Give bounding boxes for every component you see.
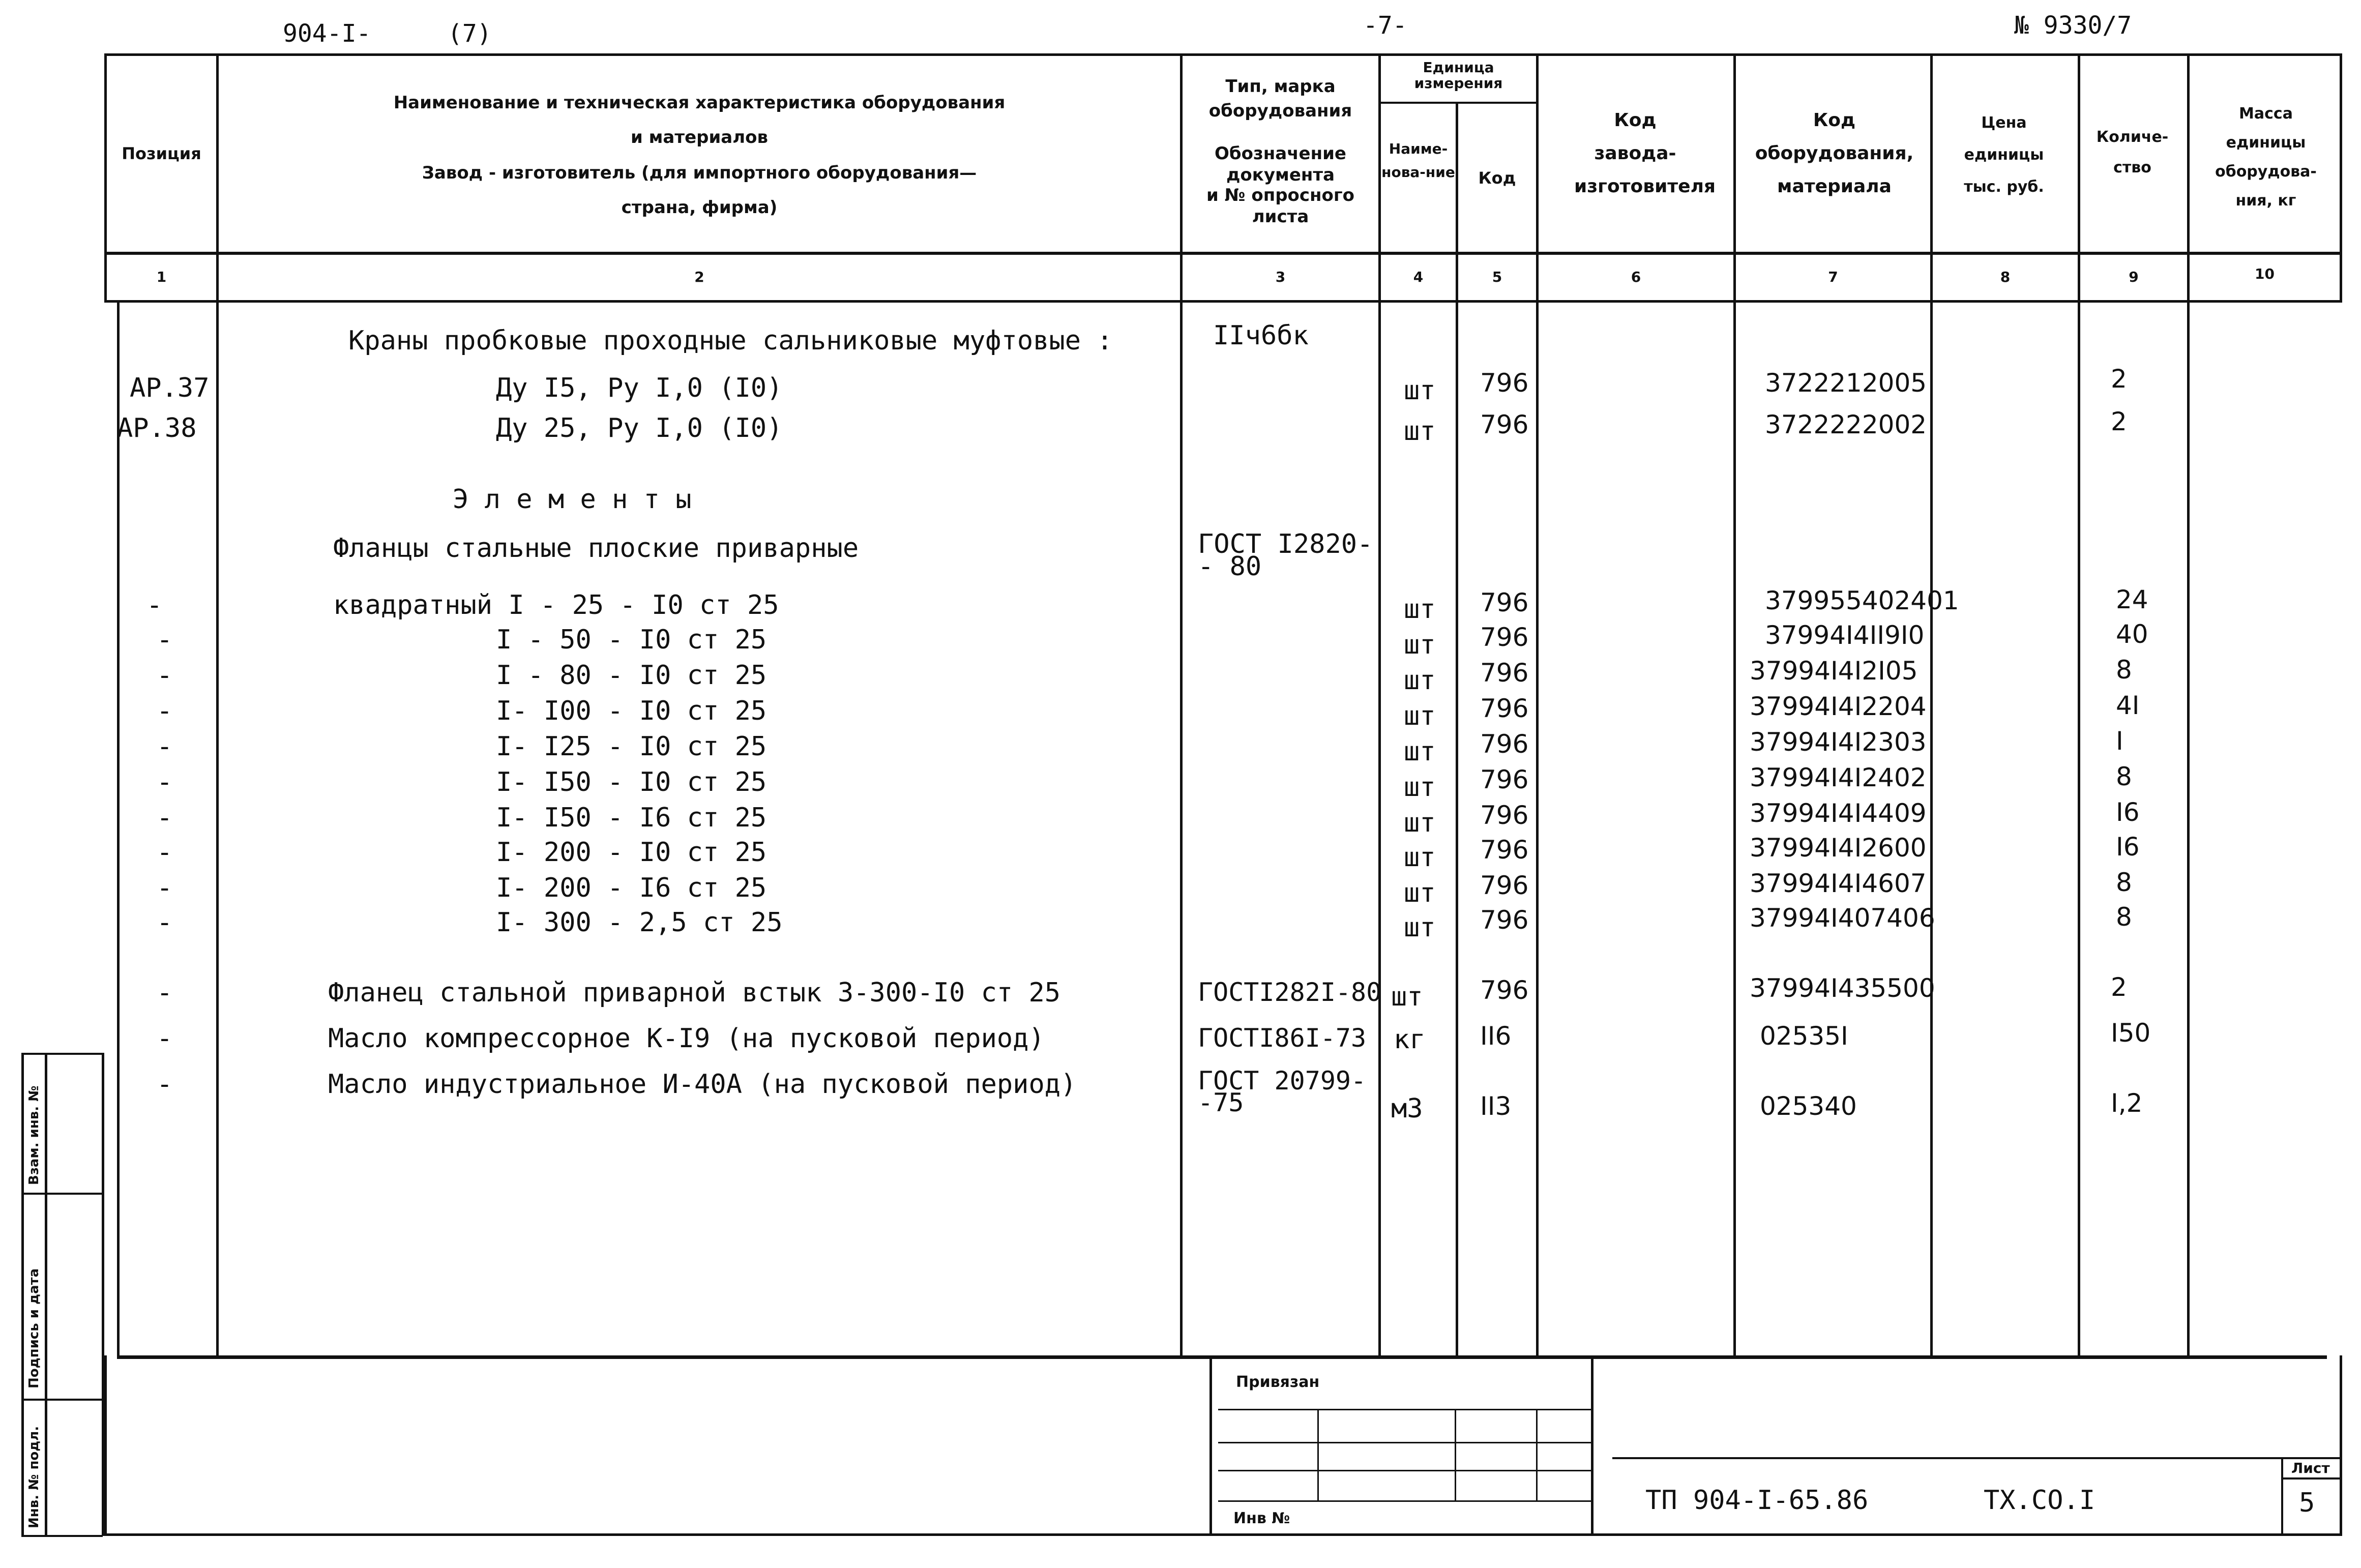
row-name: Фланец стальной приварной встык 3-300-I0 ст 25 bbox=[328, 978, 1061, 1008]
header-unit-name: Наиме-нова-ние bbox=[1381, 140, 1455, 181]
row-code: 3722222002 bbox=[1765, 410, 1927, 439]
row-qty: I bbox=[2116, 726, 2123, 756]
row-unit: кг bbox=[1394, 1024, 1426, 1055]
row-unit-code: 796 bbox=[1480, 658, 1529, 688]
header-mass: Масса единицы оборудова-ния, кг bbox=[2215, 105, 2317, 210]
row-position: - bbox=[157, 696, 173, 726]
row-name: I- I00 - I0 ст 25 bbox=[496, 696, 767, 726]
header-type-5: и № опросного bbox=[1206, 185, 1355, 205]
row-position: - bbox=[157, 767, 173, 797]
header-name-4: страна, фирма) bbox=[621, 197, 778, 218]
col-number-4: 4 bbox=[1413, 269, 1424, 285]
row-unit: шт bbox=[1404, 878, 1436, 908]
header-factory-code: Код завода-изготовителя bbox=[1574, 110, 1716, 197]
row-name: Фланцы стальные плоские приварные bbox=[333, 533, 859, 564]
row-unit: шт bbox=[1391, 982, 1423, 1012]
row-name: Масло компрессорное К-I9 (на пусковой период) bbox=[328, 1023, 1045, 1054]
row-position: - bbox=[157, 660, 173, 691]
row-qty: I6 bbox=[2116, 797, 2140, 827]
row-unit: шт bbox=[1404, 772, 1436, 803]
row-code: 02535I bbox=[1760, 1021, 1848, 1051]
header-type-6: листа bbox=[1252, 206, 1309, 227]
stamp-inv: Инв № bbox=[1233, 1510, 1290, 1527]
row-qty: 8 bbox=[2116, 868, 2132, 897]
row-unit-code: 796 bbox=[1480, 623, 1529, 652]
document-number: № 9330/7 bbox=[2014, 11, 2132, 40]
row-qty: 2 bbox=[2111, 972, 2127, 1002]
side-inv-original: Инв. № подл. bbox=[26, 1426, 42, 1528]
row-code: 37994I435500 bbox=[1750, 973, 1935, 1003]
row-name: Ду I5, Ру I,0 (I0) bbox=[496, 373, 783, 403]
stamp-code: ТХ.СО.I bbox=[1984, 1485, 2096, 1516]
row-unit: шт bbox=[1404, 842, 1436, 873]
row-unit-code: 796 bbox=[1480, 410, 1529, 439]
row-position: - bbox=[157, 731, 173, 762]
row-type: ГОСТ I2820-- 80 bbox=[1198, 529, 1373, 582]
row-name: I- 200 - I6 ст 25 bbox=[496, 873, 767, 903]
page-number: -7- bbox=[1363, 11, 1407, 40]
col-number-8: 8 bbox=[2000, 269, 2011, 285]
row-unit-code: 796 bbox=[1480, 905, 1529, 935]
row-position: - bbox=[157, 907, 173, 938]
row-name: I- 300 - 2,5 ст 25 bbox=[496, 907, 783, 938]
header-type-3: Обозначение bbox=[1215, 143, 1346, 164]
col-number-6: 6 bbox=[1631, 269, 1641, 285]
col-number-10: 10 bbox=[2255, 265, 2275, 282]
row-position: АР.38 bbox=[117, 413, 197, 443]
col-number-7: 7 bbox=[1828, 269, 1838, 285]
row-position: - bbox=[157, 978, 173, 1008]
row-unit-code: 796 bbox=[1480, 871, 1529, 900]
row-type: ГОСТI282I-80 bbox=[1198, 978, 1382, 1007]
row-code: 37994I4I2I05 bbox=[1750, 656, 1918, 686]
stamp-title: ТП 904-I-65.86 bbox=[1645, 1485, 1869, 1516]
row-code: 37994I4I2303 bbox=[1750, 727, 1927, 757]
row-unit: шт bbox=[1404, 701, 1436, 731]
row-unit-code: 796 bbox=[1480, 975, 1529, 1005]
row-position: - bbox=[157, 803, 173, 833]
row-unit-code: 796 bbox=[1480, 801, 1529, 830]
row-code: 025340 bbox=[1760, 1091, 1857, 1121]
row-code: 37994I4I4607 bbox=[1750, 869, 1927, 898]
row-unit: шт bbox=[1404, 912, 1436, 943]
header-name-3: Завод - изготовитель (для импортного оборудования— bbox=[422, 163, 977, 183]
side-sign-date: Подпись и дата bbox=[26, 1268, 42, 1388]
row-code: 37994I4I4409 bbox=[1750, 798, 1927, 828]
row-unit-code: 796 bbox=[1480, 588, 1529, 617]
row-unit-code: 796 bbox=[1480, 835, 1529, 865]
row-code: 37994I4I2402 bbox=[1750, 763, 1927, 792]
row-type: IIч6бк bbox=[1213, 320, 1309, 351]
row-name: I- I50 - I6 ст 25 bbox=[496, 803, 767, 833]
stamp-sheet-label: Лист bbox=[2291, 1460, 2330, 1476]
row-code: 379955402401 bbox=[1765, 586, 1959, 615]
col-number-2: 2 bbox=[694, 269, 704, 285]
row-qty: 2 bbox=[2111, 407, 2127, 436]
row-code: 37994I4II9I0 bbox=[1765, 620, 1925, 650]
row-qty: 8 bbox=[2116, 762, 2132, 791]
row-qty: 40 bbox=[2116, 619, 2148, 649]
header-qty: Количе-ство bbox=[2096, 128, 2169, 176]
row-code: 37994I4I2204 bbox=[1750, 692, 1927, 721]
row-unit-code: 796 bbox=[1480, 694, 1529, 723]
row-position: - bbox=[157, 837, 173, 868]
row-name: I- I25 - I0 ст 25 bbox=[496, 731, 767, 762]
row-type: ГОСТI86I-73 bbox=[1198, 1023, 1367, 1053]
row-type: ГОСТ 20799--75 bbox=[1198, 1066, 1367, 1117]
row-unit: шт bbox=[1404, 594, 1436, 625]
col-number-1: 1 bbox=[156, 269, 167, 285]
header-type-2: оборудования bbox=[1208, 101, 1352, 121]
stamp-linked: Привязан bbox=[1236, 1373, 1320, 1391]
row-name: I - 50 - I0 ст 25 bbox=[496, 625, 767, 655]
row-unit-code: II6 bbox=[1480, 1021, 1512, 1051]
series-label: 904-I- bbox=[283, 19, 371, 48]
row-qty: 2 bbox=[2111, 364, 2127, 394]
row-position: - bbox=[146, 590, 163, 620]
header-equip-code: Код оборудования, материала bbox=[1755, 110, 1914, 197]
row-qty: 8 bbox=[2116, 655, 2132, 685]
row-unit-code: 796 bbox=[1480, 729, 1529, 759]
row-unit: шт bbox=[1404, 665, 1436, 696]
row-name: Ду 25, Ру I,0 (I0) bbox=[496, 413, 783, 443]
row-unit-code: 796 bbox=[1480, 765, 1529, 794]
header-unit-group: Единица измерения bbox=[1414, 59, 1503, 92]
header-name-2: и материалов bbox=[630, 127, 769, 147]
row-unit: шт bbox=[1404, 736, 1436, 767]
row-qty: I50 bbox=[2111, 1018, 2151, 1048]
header-unit-code: Код bbox=[1478, 168, 1516, 188]
row-code: 37994I407406 bbox=[1750, 903, 1935, 933]
row-name: Масло индустриальное И-40А (на пусковой период) bbox=[328, 1069, 1077, 1100]
row-code: 37994I4I2600 bbox=[1750, 833, 1927, 863]
row-position: - bbox=[157, 1069, 173, 1100]
col-number-9: 9 bbox=[2129, 269, 2139, 285]
side-replace-inv: Взам. инв. № bbox=[26, 1085, 42, 1185]
row-unit: шт bbox=[1404, 630, 1436, 660]
row-name: Краны пробковые проходные сальниковые муфтовые : bbox=[348, 326, 1113, 356]
row-unit: шт bbox=[1404, 808, 1436, 838]
row-name: I- 200 - I0 ст 25 bbox=[496, 837, 767, 868]
row-qty: I6 bbox=[2116, 832, 2140, 862]
col-number-5: 5 bbox=[1492, 269, 1502, 285]
row-qty: 24 bbox=[2116, 585, 2148, 614]
row-unit: шт bbox=[1404, 375, 1436, 406]
row-name: квадратный I - 25 - I0 ст 25 bbox=[333, 590, 779, 620]
row-position: - bbox=[157, 1023, 173, 1054]
row-unit: шт bbox=[1404, 416, 1436, 447]
row-position: - bbox=[157, 625, 173, 655]
row-qty: 8 bbox=[2116, 902, 2132, 932]
row-unit-code: 796 bbox=[1480, 368, 1529, 398]
row-position: АР.37 bbox=[130, 373, 210, 403]
header-price: Цена единицы тыс. руб. bbox=[1964, 114, 2044, 196]
header-type-4: документа bbox=[1226, 165, 1335, 185]
row-code: 3722212005 bbox=[1765, 368, 1927, 398]
col-number-3: 3 bbox=[1275, 269, 1286, 285]
header-name-1: Наименование и техническая характеристика оборудования bbox=[393, 93, 1006, 113]
row-qty: I,2 bbox=[2111, 1088, 2143, 1118]
header-position: Позиция bbox=[122, 144, 201, 163]
header-type-1: Тип, марка bbox=[1225, 76, 1336, 97]
row-unit-code: II3 bbox=[1480, 1091, 1512, 1121]
row-position: - bbox=[157, 873, 173, 903]
series-number: (7) bbox=[448, 19, 492, 48]
row-qty: 4I bbox=[2116, 691, 2140, 720]
section-heading: Э л е м е н т ы bbox=[453, 484, 692, 515]
stamp-sheet-number: 5 bbox=[2299, 1488, 2315, 1518]
row-name: I - 80 - I0 ст 25 bbox=[496, 660, 767, 691]
row-unit: м3 bbox=[1391, 1093, 1423, 1124]
row-name: I- I50 - I0 ст 25 bbox=[496, 767, 767, 797]
